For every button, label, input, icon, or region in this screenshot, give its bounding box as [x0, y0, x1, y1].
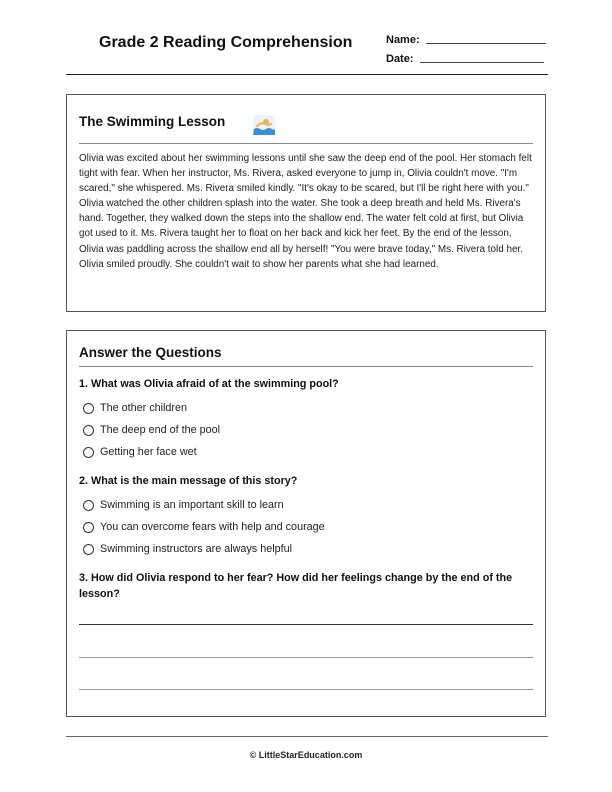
option-label: Swimming instructors are always helpful	[100, 543, 293, 555]
questions-divider	[79, 366, 533, 367]
option-label: The other children	[100, 402, 188, 414]
question-3: 3. How did Olivia respond to her fear? How did her feelings change by the end of the lesson?	[79, 572, 513, 600]
copyright-footer: © LittleStarEducation.com	[249, 750, 363, 760]
q2-option-b[interactable]	[83, 521, 325, 533]
radio-button[interactable]	[83, 425, 94, 436]
radio-button[interactable]	[83, 447, 94, 458]
q1-option-b[interactable]	[83, 424, 220, 436]
question-2: 2. What is the main message of this story?	[79, 475, 298, 487]
radio-button[interactable]	[83, 544, 94, 555]
name-field[interactable]	[426, 43, 546, 44]
answer-line[interactable]	[79, 657, 533, 658]
radio-button[interactable]	[83, 522, 94, 533]
date-label: Date:	[386, 53, 414, 65]
option-label: Getting her face wet	[100, 446, 197, 458]
q1-option-c[interactable]	[83, 446, 197, 458]
option-label: Swimming is an important skill to learn	[100, 499, 284, 511]
footer-divider	[66, 736, 548, 737]
name-label: Name:	[386, 34, 420, 46]
date-field[interactable]	[420, 62, 544, 63]
questions-card	[66, 330, 546, 717]
q2-option-c[interactable]	[83, 543, 292, 555]
date-row	[386, 53, 544, 65]
radio-button[interactable]	[83, 403, 94, 414]
option-label: The deep end of the pool	[100, 424, 221, 436]
worksheet-title: Grade 2 Reading Comprehension	[99, 34, 353, 51]
answer-line[interactable]	[79, 689, 533, 690]
option-label: You can overcome fears with help and courage	[100, 521, 325, 533]
radio-button[interactable]	[83, 500, 94, 511]
questions-title: Answer the Questions	[79, 345, 222, 360]
story-card	[66, 94, 546, 312]
story-text: Olivia was excited about her swimming lessons until she saw the deep end of the pool. Her stomach felt tight with fear. When her instructor, Ms. Rivera, asked everyone to jump in, Olivia couldn't move. "I'm scared," she whispered. Ms. Rivera smiled kindly. "It's okay to be scared, but I'll be right here with you." Olivia watched the other children splash into the water. She took a deep breath and held Ms. Rivera's hand. Together, they walked down the steps into the shallow end. The water felt cold at first, but Olivia got used to it. Ms. Rivera taught her to float on her back and kick her feet. By the end of the lesson, Olivia was paddling across the shallow end all by herself! "You were brave today," Ms. Rivera told her. Olivia smiled proudly. She couldn't wait to show her parents what she had learned.	[79, 153, 532, 270]
story-divider	[79, 143, 533, 144]
q1-option-a[interactable]	[83, 402, 187, 414]
question-1: 1. What was Olivia afraid of at the swimming pool?	[79, 378, 339, 390]
worksheet-header	[66, 26, 548, 75]
swimmer-icon	[253, 115, 275, 135]
q2-option-a[interactable]	[83, 499, 284, 511]
name-row	[386, 34, 546, 46]
story-title: The Swimming Lesson	[79, 114, 226, 129]
answer-line[interactable]	[79, 624, 533, 625]
